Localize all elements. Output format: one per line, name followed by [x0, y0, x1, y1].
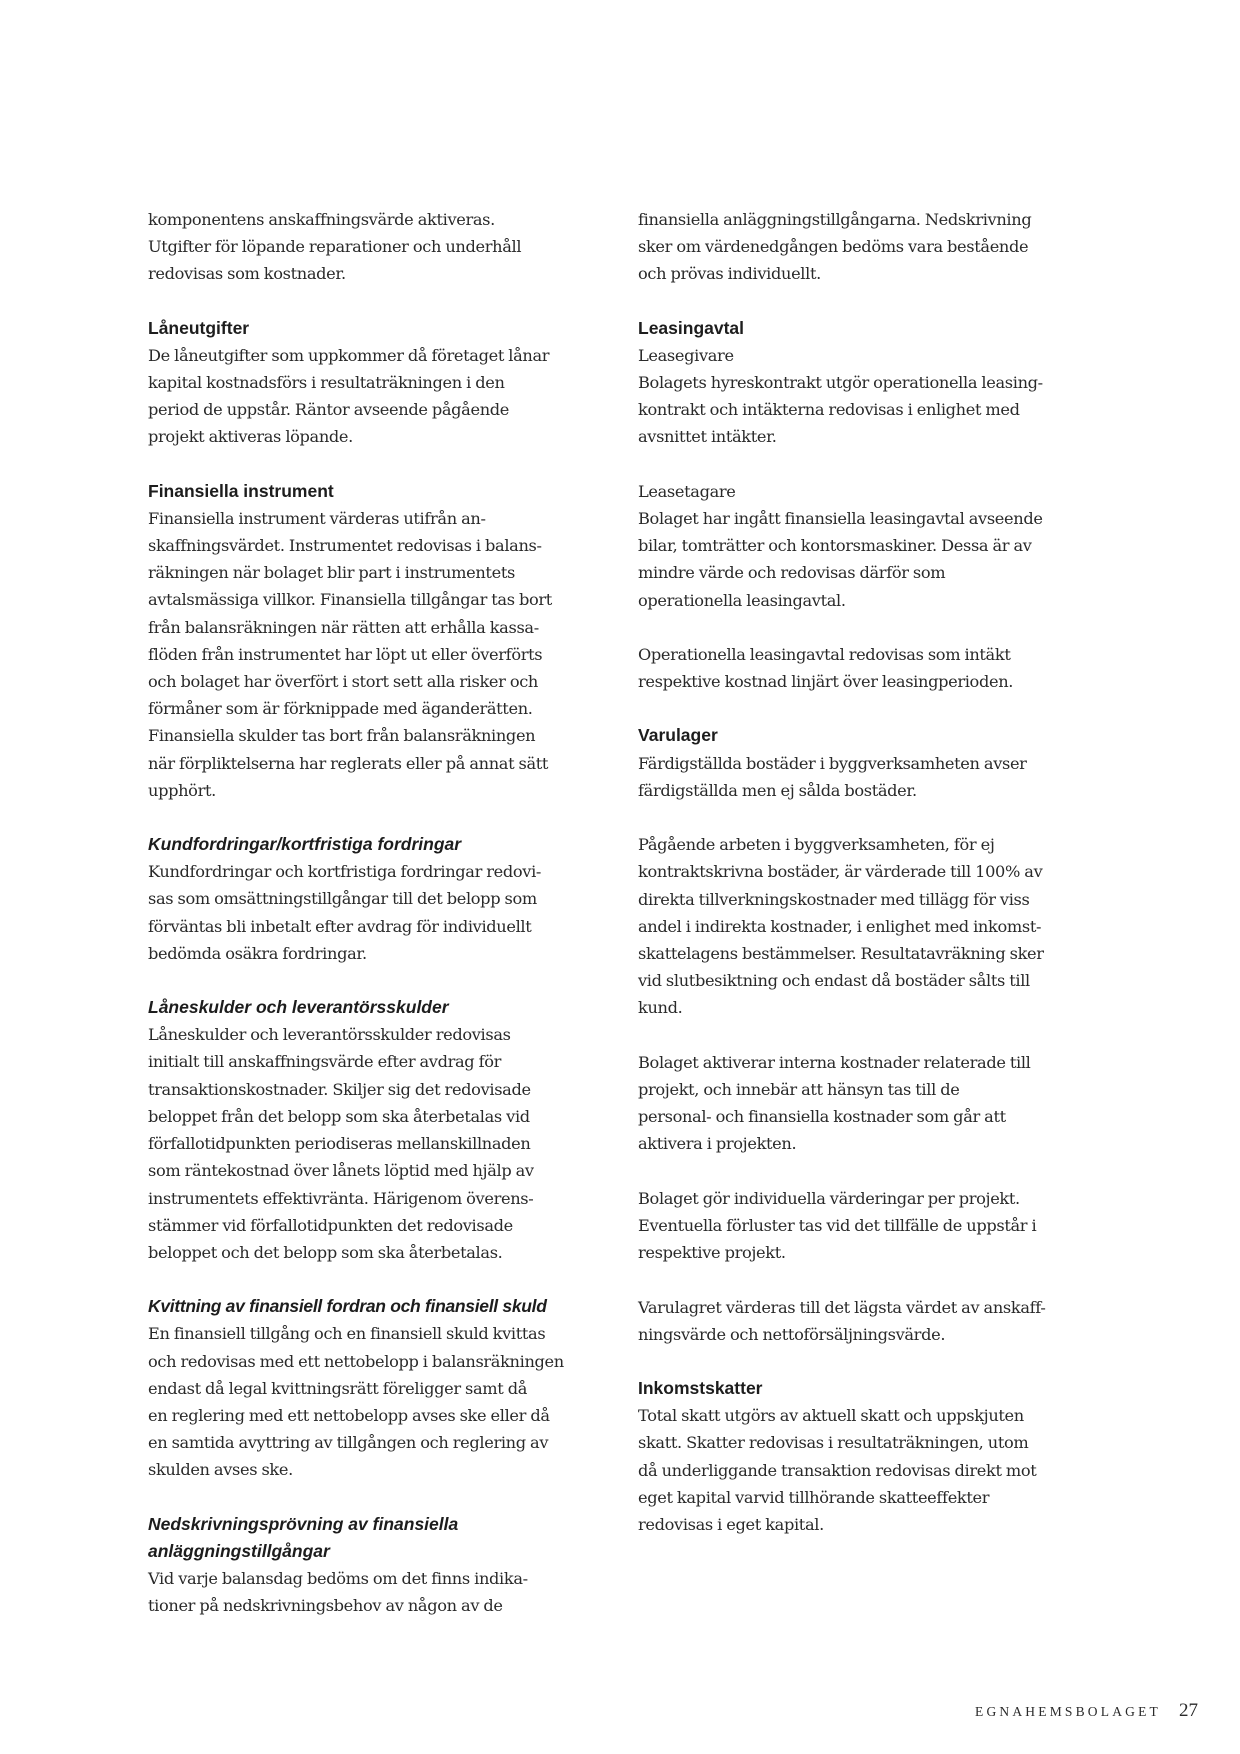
- text-line: projekt aktiveras löpande.: [148, 427, 353, 447]
- text-line: och redovisas med ett nettobelopp i balansräkningen: [148, 1351, 564, 1371]
- paragraph-gap: [638, 451, 1108, 478]
- text-line: kund.: [638, 998, 683, 1018]
- text-line: andel i indirekta kostnader, i enlighet med inkomst-: [638, 916, 1042, 936]
- section-heading: [148, 1511, 618, 1565]
- text-line: sker om värdenedgången bedöms vara bestående: [638, 237, 1029, 257]
- text-line: skulden avses ske.: [148, 1460, 293, 1480]
- text-line: Vid varje balansdag bedöms om det finns indika-: [148, 1568, 528, 1588]
- text-line: En finansiell tillgång och en finansiell skuld kvittas: [148, 1324, 546, 1344]
- text-line: Färdigställda bostäder i byggverksamheten avser: [638, 753, 1027, 773]
- text-line: avsnittet intäkter.: [638, 427, 777, 447]
- text-line: färdigställda men ej sålda bostäder.: [638, 780, 917, 800]
- text-line: förmåner som är förknippade med äganderätten.: [148, 699, 533, 719]
- text-line: respektive projekt.: [638, 1243, 786, 1263]
- left-column: [148, 206, 618, 1646]
- paragraph: [638, 1185, 1108, 1267]
- section-laneskulder: [148, 994, 618, 1266]
- text-line: upphört.: [148, 780, 216, 800]
- section-finansiella-instrument: [148, 478, 618, 804]
- text-line: Bolagets hyreskontrakt utgör operationella leasing-: [638, 373, 1043, 393]
- section-heading: Kundfordringar/kortfristiga fordringar: [148, 834, 462, 855]
- paragraph: [638, 369, 1108, 451]
- section-leasingavtal: [638, 315, 1108, 696]
- paragraph: [638, 831, 1108, 1021]
- text-line: skatt. Skatter redovisas i resultaträkningen, utom: [638, 1433, 1029, 1453]
- text-line: kapital kostnadsförs i resultaträkningen i den: [148, 373, 505, 393]
- section-heading: Leasingavtal: [638, 317, 745, 338]
- paragraph-gap: [638, 1266, 1108, 1293]
- paragraph: [638, 1294, 1108, 1348]
- company-name: EGNAHEMSBOLAGET: [975, 1704, 1161, 1719]
- section-heading: Låneutgifter: [148, 317, 250, 338]
- text-line: vid slutbesiktning och endast då bostäder sålts till: [638, 971, 1030, 991]
- text-line: en reglering med ett nettobelopp avses ske eller då: [148, 1405, 550, 1425]
- section-kundfordringar: [148, 831, 618, 967]
- text-line: skattelagens bestämmelser. Resultatavräkning sker: [638, 944, 1044, 964]
- text-line: Eventuella förluster tas vid det tillfälle de uppstår i: [638, 1216, 1037, 1236]
- paragraph: [638, 505, 1108, 614]
- paragraph-gap: [638, 1022, 1108, 1049]
- text-line: mindre värde och redovisas därför som: [638, 563, 946, 583]
- section-nedskrivningsprovning: [148, 1511, 618, 1620]
- paragraph-gap: [638, 614, 1108, 641]
- section-varulager: [638, 722, 1108, 1348]
- text-line: period de uppstår. Räntor avseende pågående: [148, 400, 510, 420]
- text-line: Varulagret värderas till det lägsta värdet av anskaff-: [638, 1297, 1046, 1317]
- section-inkomstskatter: [638, 1375, 1108, 1538]
- text-line: beloppet och det belopp som ska återbetalas.: [148, 1242, 503, 1262]
- section-heading: Finansiella instrument: [148, 480, 334, 501]
- paragraph: [148, 505, 618, 804]
- text-line: Total skatt utgörs av aktuell skatt och uppskjuten: [638, 1406, 1024, 1426]
- page-footer: [975, 1700, 1198, 1722]
- paragraph: [148, 858, 618, 967]
- text-line: förfallotidpunkten periodiseras mellanskillnaden: [148, 1134, 531, 1154]
- text-line: respektive kostnad linjärt över leasingperioden.: [638, 672, 1014, 692]
- paragraph: [638, 1049, 1108, 1158]
- text-line: Bolaget gör individuella värderingar per projekt.: [638, 1188, 1020, 1208]
- paragraph: [148, 1565, 618, 1619]
- text-line: initialt till anskaffningsvärde efter avdrag för: [148, 1052, 502, 1072]
- text-line: sas som omsättningstillgångar till det belopp som: [148, 889, 537, 909]
- paragraph: [638, 1402, 1108, 1538]
- section-heading: Varulager: [638, 725, 718, 746]
- text-line: Finansiella instrument värderas utifrån an-: [148, 508, 486, 528]
- text-line: aktivera i projekten.: [638, 1134, 797, 1154]
- heading-line: anläggningstillgångar: [148, 1540, 330, 1561]
- section-laneutgifter: [148, 315, 618, 451]
- text-line: då underliggande transaktion redovisas direkt mot: [638, 1460, 1037, 1480]
- text-line: bilar, tomträtter och kontorsmaskiner. Dessa är av: [638, 536, 1032, 556]
- text-line: transaktionskostnader. Skiljer sig det redovisade: [148, 1079, 531, 1099]
- text-line: från balansräkningen när rätten att erhålla kassa-: [148, 617, 539, 637]
- subheading: Leasegivare: [638, 345, 734, 365]
- text-line: kontraktskrivna bostäder, är värderade till 100% av: [638, 862, 1043, 882]
- text-line: skaffningsvärdet. Instrumentet redovisas i balans-: [148, 536, 542, 556]
- section-kvittning: [148, 1293, 618, 1483]
- subheading: Leasetagare: [638, 481, 736, 501]
- text-line: Pågående arbeten i byggverksamheten, för ej: [638, 835, 995, 855]
- text-line: och prövas individuellt.: [638, 264, 821, 284]
- heading-line: Nedskrivningsprövning av finansiella: [148, 1513, 459, 1534]
- text-line: tioner på nedskrivningsbehov av någon av de: [148, 1596, 503, 1616]
- paragraph: [638, 641, 1108, 695]
- paragraph-gap: [638, 804, 1108, 831]
- text-line: Låneskulder och leverantörsskulder redovisas: [148, 1025, 511, 1045]
- text-line: personal- och finansiella kostnader som går att: [638, 1107, 1006, 1127]
- text-line: bedömda osäkra fordringar.: [148, 943, 367, 963]
- text-line: Finansiella skulder tas bort från balansräkningen: [148, 726, 536, 746]
- paragraph: [148, 206, 618, 288]
- text-line: redovisas i eget kapital.: [638, 1515, 824, 1535]
- text-line: när förpliktelserna har reglerats eller på annat sätt: [148, 753, 549, 773]
- text-line: instrumentets effektivränta. Härigenom överens-: [148, 1188, 534, 1208]
- paragraph: [638, 206, 1108, 288]
- text-line: Bolaget aktiverar interna kostnader relaterade till: [638, 1052, 1031, 1072]
- text-line: en samtida avyttring av tillgången och reglering av: [148, 1433, 549, 1453]
- section-heading: Låneskulder och leverantörsskulder: [148, 997, 449, 1018]
- text-line: stämmer vid förfallotidpunkten det redovisade: [148, 1215, 513, 1235]
- section-heading: Inkomstskatter: [638, 1378, 763, 1399]
- text-line: redovisas som kostnader.: [148, 264, 346, 284]
- text-line: avtalsmässiga villkor. Finansiella tillgångar tas bort: [148, 590, 552, 610]
- text-line: förväntas bli inbetalt efter avdrag för individuellt: [148, 916, 532, 936]
- section-heading: Kvittning av finansiell fordran och finansiell skuld: [148, 1296, 547, 1317]
- paragraph: [638, 750, 1108, 804]
- text-line: Operationella leasingavtal redovisas som intäkt: [638, 645, 1011, 665]
- text-line: räkningen när bolaget blir part i instrumentets: [148, 563, 515, 583]
- text-line: och bolaget har överfört i stort sett alla risker och: [148, 672, 539, 692]
- text-line: operationella leasingavtal.: [638, 590, 846, 610]
- section-continuation: [638, 206, 1108, 288]
- text-line: endast då legal kvittningsrätt föreligger samt då: [148, 1378, 528, 1398]
- right-column: [638, 206, 1108, 1565]
- text-line: direkta tillverkningskostnader med tillägg för viss: [638, 889, 1030, 909]
- text-line: Utgifter för löpande reparationer och underhåll: [148, 237, 522, 257]
- text-line: kontrakt och intäkterna redovisas i enlighet med: [638, 400, 1020, 420]
- paragraph: [148, 1021, 618, 1266]
- text-line: projekt, och innebär att hänsyn tas till de: [638, 1080, 960, 1100]
- text-line: flöden från instrumentet har löpt ut eller överförts: [148, 644, 543, 664]
- text-line: eget kapital varvid tillhörande skatteeffekter: [638, 1487, 990, 1507]
- section-continuation: [148, 206, 618, 288]
- text-line: Bolaget har ingått finansiella leasingavtal avseende: [638, 509, 1043, 529]
- text-line: ningsvärde och nettoförsäljningsvärde.: [638, 1324, 946, 1344]
- text-line: finansiella anläggningstillgångarna. Nedskrivning: [638, 210, 1032, 229]
- text-line: komponentens anskaffningsvärde aktiveras.: [148, 210, 495, 229]
- paragraph: [148, 342, 618, 451]
- paragraph-gap: [638, 1158, 1108, 1185]
- page-number: 27: [1179, 1700, 1198, 1721]
- text-line: Kundfordringar och kortfristiga fordringar redovi-: [148, 862, 542, 882]
- text-line: som räntekostnad över lånets löptid med hjälp av: [148, 1161, 534, 1181]
- text-line: De låneutgifter som uppkommer då företaget lånar: [148, 345, 550, 365]
- text-line: beloppet från det belopp som ska återbetalas vid: [148, 1106, 530, 1126]
- paragraph: [148, 1320, 618, 1483]
